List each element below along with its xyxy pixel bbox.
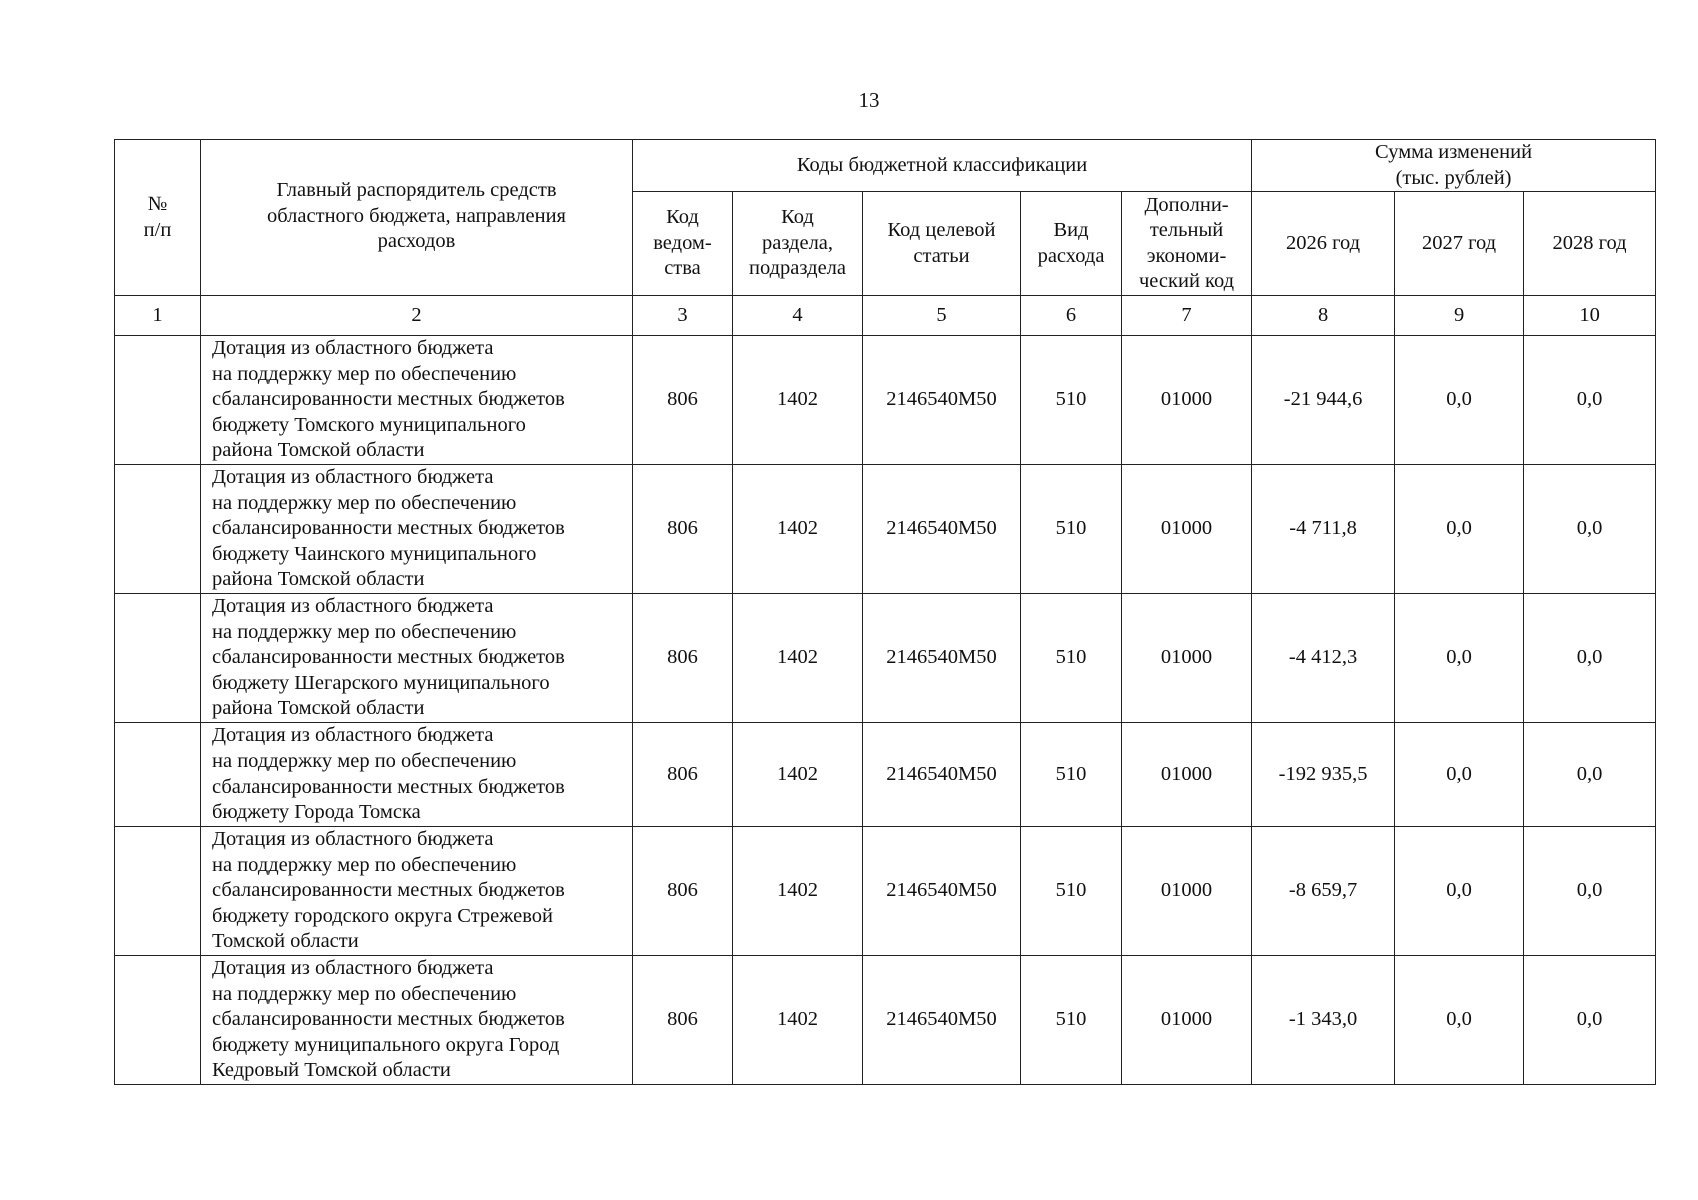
column-number: 4 [733,296,863,336]
row-vedom: 806 [633,594,733,723]
column-number-row [115,296,1656,336]
page-number: 13 [858,88,880,112]
row-2028: 0,0 [1524,465,1656,594]
row-2026: -21 944,6 [1252,336,1395,465]
column-number: 2 [201,296,633,336]
row-razdel: 1402 [733,336,863,465]
row-2028: 0,0 [1524,723,1656,827]
column-number: 5 [863,296,1021,336]
row-target: 2146540М50 [863,827,1021,956]
row-extra: 01000 [1122,336,1252,465]
row-vid: 510 [1021,956,1122,1085]
row-2027: 0,0 [1395,465,1524,594]
header-description: Главный распорядитель средств областного бюджета, направления расходов [201,140,633,296]
row-vedom: 806 [633,956,733,1085]
header-razdel: Код раздела, подраздела [733,192,863,296]
header-2028: 2028 год [1524,192,1656,296]
table-row [115,827,1656,956]
row-razdel: 1402 [733,723,863,827]
column-number: 6 [1021,296,1122,336]
row-num [115,336,201,465]
row-target: 2146540М50 [863,465,1021,594]
row-vid: 510 [1021,336,1122,465]
header-sum-group: Сумма изменений (тыс. рублей) [1252,140,1656,192]
row-2027: 0,0 [1395,594,1524,723]
row-description: Дотация из областного бюджета на поддержку мер по обеспечению сбалансированности местных бюджетов бюджету городского округа Стрежевой Томской области [201,827,633,956]
row-extra: 01000 [1122,827,1252,956]
table-row [115,723,1656,827]
table-row [115,336,1656,465]
row-2027: 0,0 [1395,827,1524,956]
row-2028: 0,0 [1524,594,1656,723]
row-extra: 01000 [1122,723,1252,827]
row-vedom: 806 [633,827,733,956]
row-vedom: 806 [633,465,733,594]
row-2028: 0,0 [1524,336,1656,465]
row-2028: 0,0 [1524,827,1656,956]
row-2027: 0,0 [1395,336,1524,465]
column-number: 1 [115,296,201,336]
row-vid: 510 [1021,827,1122,956]
row-num [115,723,201,827]
table-row [115,594,1656,723]
header-target: Код целевой статьи [863,192,1021,296]
row-extra: 01000 [1122,594,1252,723]
header-vid: Вид расхода [1021,192,1122,296]
column-number: 7 [1122,296,1252,336]
row-description: Дотация из областного бюджета на поддержку мер по обеспечению сбалансированности местных бюджетов бюджету Томского муниципального района Томской области [201,336,633,465]
header-codes-group: Коды бюджетной классификации [633,140,1252,192]
row-2027: 0,0 [1395,956,1524,1085]
header-2027: 2027 год [1395,192,1524,296]
row-target: 2146540М50 [863,723,1021,827]
table-body [115,296,1656,1085]
row-2026: -4 412,3 [1252,594,1395,723]
row-vedom: 806 [633,723,733,827]
row-2027: 0,0 [1395,723,1524,827]
row-razdel: 1402 [733,465,863,594]
row-num [115,827,201,956]
row-2026: -8 659,7 [1252,827,1395,956]
row-extra: 01000 [1122,465,1252,594]
header-num: № п/п [115,140,201,296]
row-num [115,465,201,594]
header-extra: Дополни- тельный экономи- ческий код [1122,192,1252,296]
header-vedom: Код ведом- ства [633,192,733,296]
row-num [115,594,201,723]
column-number: 9 [1395,296,1524,336]
column-number: 3 [633,296,733,336]
column-number: 8 [1252,296,1395,336]
row-2026: -1 343,0 [1252,956,1395,1085]
row-target: 2146540М50 [863,336,1021,465]
row-target: 2146540М50 [863,594,1021,723]
row-2028: 0,0 [1524,956,1656,1085]
row-description: Дотация из областного бюджета на поддержку мер по обеспечению сбалансированности местных бюджетов бюджету Города Томска [201,723,633,827]
row-description: Дотация из областного бюджета на поддержку мер по обеспечению сбалансированности местных бюджетов бюджету Чаинского муниципального района Томской области [201,465,633,594]
row-razdel: 1402 [733,956,863,1085]
row-razdel: 1402 [733,827,863,956]
table-header [115,140,1656,296]
row-2026: -192 935,5 [1252,723,1395,827]
row-vid: 510 [1021,594,1122,723]
table-row [115,956,1656,1085]
row-razdel: 1402 [733,594,863,723]
row-description: Дотация из областного бюджета на поддержку мер по обеспечению сбалансированности местных бюджетов бюджету муниципального округа Город Кедровый Томской области [201,956,633,1085]
row-extra: 01000 [1122,956,1252,1085]
header-2026: 2026 год [1252,192,1395,296]
row-vedom: 806 [633,336,733,465]
budget-table [114,139,1656,1085]
row-vid: 510 [1021,465,1122,594]
table-row [115,465,1656,594]
row-target: 2146540М50 [863,956,1021,1085]
row-2026: -4 711,8 [1252,465,1395,594]
row-description: Дотация из областного бюджета на поддержку мер по обеспечению сбалансированности местных бюджетов бюджету Шегарского муниципального района Томской области [201,594,633,723]
column-number: 10 [1524,296,1656,336]
row-vid: 510 [1021,723,1122,827]
row-num [115,956,201,1085]
